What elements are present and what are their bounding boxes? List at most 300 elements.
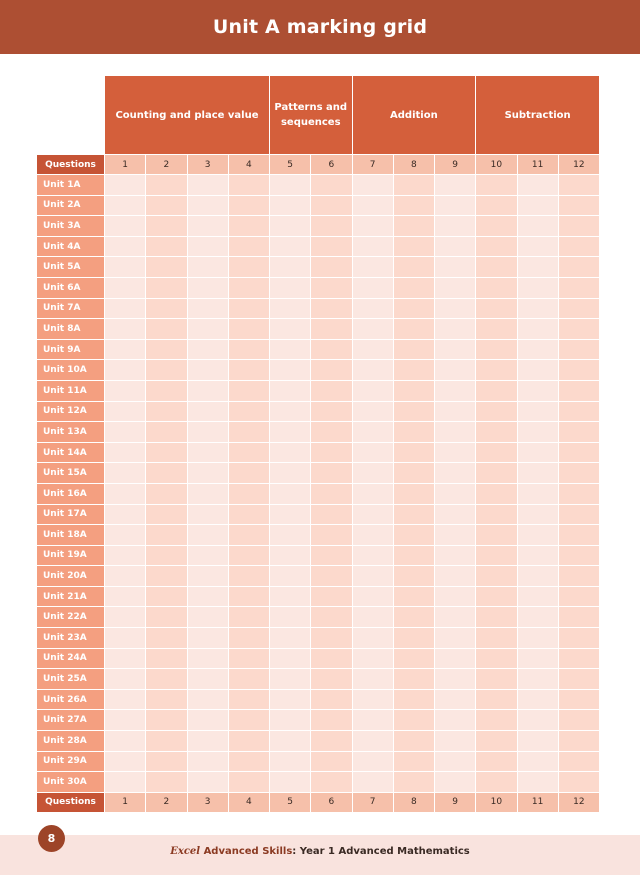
mark-cell[interactable] bbox=[146, 505, 186, 525]
mark-cell[interactable] bbox=[270, 381, 310, 401]
mark-cell[interactable] bbox=[229, 422, 269, 442]
mark-cell[interactable] bbox=[270, 649, 310, 669]
mark-cell[interactable] bbox=[146, 278, 186, 298]
mark-cell[interactable] bbox=[476, 381, 516, 401]
mark-cell[interactable] bbox=[518, 607, 558, 627]
mark-cell[interactable] bbox=[270, 669, 310, 689]
mark-cell[interactable] bbox=[105, 669, 145, 689]
mark-cell[interactable] bbox=[146, 710, 186, 730]
mark-cell[interactable] bbox=[518, 525, 558, 545]
mark-cell[interactable] bbox=[435, 196, 475, 216]
mark-cell[interactable] bbox=[105, 422, 145, 442]
mark-cell[interactable] bbox=[559, 649, 599, 669]
mark-cell[interactable] bbox=[353, 690, 393, 710]
mark-cell[interactable] bbox=[353, 772, 393, 792]
mark-cell[interactable] bbox=[518, 772, 558, 792]
mark-cell[interactable] bbox=[435, 505, 475, 525]
mark-cell[interactable] bbox=[353, 360, 393, 380]
mark-cell[interactable] bbox=[229, 216, 269, 236]
mark-cell[interactable] bbox=[311, 237, 351, 257]
mark-cell[interactable] bbox=[311, 628, 351, 648]
mark-cell[interactable] bbox=[394, 566, 434, 586]
mark-cell[interactable] bbox=[476, 484, 516, 504]
mark-cell[interactable] bbox=[270, 546, 310, 566]
mark-cell[interactable] bbox=[435, 463, 475, 483]
mark-cell[interactable] bbox=[270, 443, 310, 463]
mark-cell[interactable] bbox=[311, 381, 351, 401]
mark-cell[interactable] bbox=[188, 360, 228, 380]
mark-cell[interactable] bbox=[188, 525, 228, 545]
mark-cell[interactable] bbox=[188, 772, 228, 792]
mark-cell[interactable] bbox=[105, 381, 145, 401]
mark-cell[interactable] bbox=[311, 299, 351, 319]
mark-cell[interactable] bbox=[146, 587, 186, 607]
mark-cell[interactable] bbox=[311, 257, 351, 277]
mark-cell[interactable] bbox=[353, 299, 393, 319]
mark-cell[interactable] bbox=[229, 237, 269, 257]
mark-cell[interactable] bbox=[146, 525, 186, 545]
mark-cell[interactable] bbox=[105, 278, 145, 298]
mark-cell[interactable] bbox=[146, 299, 186, 319]
mark-cell[interactable] bbox=[146, 402, 186, 422]
mark-cell[interactable] bbox=[559, 278, 599, 298]
mark-cell[interactable] bbox=[518, 360, 558, 380]
mark-cell[interactable] bbox=[270, 607, 310, 627]
mark-cell[interactable] bbox=[476, 752, 516, 772]
mark-cell[interactable] bbox=[518, 402, 558, 422]
mark-cell[interactable] bbox=[559, 360, 599, 380]
mark-cell[interactable] bbox=[476, 772, 516, 792]
mark-cell[interactable] bbox=[476, 422, 516, 442]
mark-cell[interactable] bbox=[435, 772, 475, 792]
mark-cell[interactable] bbox=[188, 237, 228, 257]
mark-cell[interactable] bbox=[394, 649, 434, 669]
mark-cell[interactable] bbox=[559, 505, 599, 525]
mark-cell[interactable] bbox=[394, 628, 434, 648]
mark-cell[interactable] bbox=[146, 443, 186, 463]
mark-cell[interactable] bbox=[353, 402, 393, 422]
mark-cell[interactable] bbox=[518, 752, 558, 772]
mark-cell[interactable] bbox=[270, 340, 310, 360]
mark-cell[interactable] bbox=[311, 607, 351, 627]
mark-cell[interactable] bbox=[559, 546, 599, 566]
mark-cell[interactable] bbox=[146, 731, 186, 751]
mark-cell[interactable] bbox=[559, 525, 599, 545]
mark-cell[interactable] bbox=[105, 731, 145, 751]
mark-cell[interactable] bbox=[518, 546, 558, 566]
mark-cell[interactable] bbox=[188, 669, 228, 689]
mark-cell[interactable] bbox=[146, 381, 186, 401]
mark-cell[interactable] bbox=[229, 360, 269, 380]
mark-cell[interactable] bbox=[394, 299, 434, 319]
mark-cell[interactable] bbox=[229, 546, 269, 566]
mark-cell[interactable] bbox=[559, 196, 599, 216]
mark-cell[interactable] bbox=[394, 505, 434, 525]
mark-cell[interactable] bbox=[394, 216, 434, 236]
mark-cell[interactable] bbox=[311, 566, 351, 586]
mark-cell[interactable] bbox=[188, 710, 228, 730]
mark-cell[interactable] bbox=[311, 484, 351, 504]
mark-cell[interactable] bbox=[146, 752, 186, 772]
mark-cell[interactable] bbox=[353, 381, 393, 401]
mark-cell[interactable] bbox=[105, 649, 145, 669]
mark-cell[interactable] bbox=[559, 175, 599, 195]
mark-cell[interactable] bbox=[435, 587, 475, 607]
mark-cell[interactable] bbox=[476, 299, 516, 319]
mark-cell[interactable] bbox=[353, 257, 393, 277]
mark-cell[interactable] bbox=[559, 463, 599, 483]
mark-cell[interactable] bbox=[188, 278, 228, 298]
mark-cell[interactable] bbox=[476, 402, 516, 422]
mark-cell[interactable] bbox=[476, 505, 516, 525]
mark-cell[interactable] bbox=[394, 690, 434, 710]
mark-cell[interactable] bbox=[311, 587, 351, 607]
mark-cell[interactable] bbox=[353, 525, 393, 545]
mark-cell[interactable] bbox=[146, 422, 186, 442]
mark-cell[interactable] bbox=[311, 216, 351, 236]
mark-cell[interactable] bbox=[146, 649, 186, 669]
mark-cell[interactable] bbox=[105, 566, 145, 586]
mark-cell[interactable] bbox=[188, 402, 228, 422]
mark-cell[interactable] bbox=[270, 299, 310, 319]
mark-cell[interactable] bbox=[353, 278, 393, 298]
mark-cell[interactable] bbox=[435, 299, 475, 319]
mark-cell[interactable] bbox=[146, 319, 186, 339]
mark-cell[interactable] bbox=[394, 175, 434, 195]
mark-cell[interactable] bbox=[270, 360, 310, 380]
mark-cell[interactable] bbox=[435, 525, 475, 545]
mark-cell[interactable] bbox=[559, 710, 599, 730]
mark-cell[interactable] bbox=[394, 607, 434, 627]
mark-cell[interactable] bbox=[311, 196, 351, 216]
mark-cell[interactable] bbox=[188, 175, 228, 195]
mark-cell[interactable] bbox=[270, 175, 310, 195]
mark-cell[interactable] bbox=[229, 669, 269, 689]
mark-cell[interactable] bbox=[270, 505, 310, 525]
mark-cell[interactable] bbox=[188, 484, 228, 504]
mark-cell[interactable] bbox=[435, 690, 475, 710]
mark-cell[interactable] bbox=[105, 196, 145, 216]
mark-cell[interactable] bbox=[518, 566, 558, 586]
mark-cell[interactable] bbox=[394, 752, 434, 772]
mark-cell[interactable] bbox=[311, 731, 351, 751]
mark-cell[interactable] bbox=[394, 587, 434, 607]
mark-cell[interactable] bbox=[188, 505, 228, 525]
mark-cell[interactable] bbox=[353, 752, 393, 772]
mark-cell[interactable] bbox=[476, 463, 516, 483]
mark-cell[interactable] bbox=[559, 484, 599, 504]
mark-cell[interactable] bbox=[435, 319, 475, 339]
mark-cell[interactable] bbox=[229, 649, 269, 669]
mark-cell[interactable] bbox=[435, 443, 475, 463]
mark-cell[interactable] bbox=[476, 525, 516, 545]
mark-cell[interactable] bbox=[270, 587, 310, 607]
mark-cell[interactable] bbox=[518, 422, 558, 442]
mark-cell[interactable] bbox=[270, 690, 310, 710]
mark-cell[interactable] bbox=[146, 669, 186, 689]
mark-cell[interactable] bbox=[270, 463, 310, 483]
mark-cell[interactable] bbox=[394, 257, 434, 277]
mark-cell[interactable] bbox=[559, 772, 599, 792]
mark-cell[interactable] bbox=[353, 237, 393, 257]
mark-cell[interactable] bbox=[311, 360, 351, 380]
mark-cell[interactable] bbox=[105, 340, 145, 360]
mark-cell[interactable] bbox=[105, 484, 145, 504]
mark-cell[interactable] bbox=[311, 690, 351, 710]
mark-cell[interactable] bbox=[435, 628, 475, 648]
mark-cell[interactable] bbox=[518, 443, 558, 463]
mark-cell[interactable] bbox=[559, 443, 599, 463]
mark-cell[interactable] bbox=[311, 505, 351, 525]
mark-cell[interactable] bbox=[311, 443, 351, 463]
mark-cell[interactable] bbox=[353, 319, 393, 339]
mark-cell[interactable] bbox=[270, 216, 310, 236]
mark-cell[interactable] bbox=[559, 381, 599, 401]
mark-cell[interactable] bbox=[188, 607, 228, 627]
mark-cell[interactable] bbox=[435, 607, 475, 627]
mark-cell[interactable] bbox=[435, 731, 475, 751]
mark-cell[interactable] bbox=[188, 340, 228, 360]
mark-cell[interactable] bbox=[353, 628, 393, 648]
mark-cell[interactable] bbox=[188, 216, 228, 236]
mark-cell[interactable] bbox=[476, 340, 516, 360]
mark-cell[interactable] bbox=[105, 360, 145, 380]
mark-cell[interactable] bbox=[559, 422, 599, 442]
mark-cell[interactable] bbox=[146, 484, 186, 504]
mark-cell[interactable] bbox=[146, 175, 186, 195]
mark-cell[interactable] bbox=[188, 731, 228, 751]
mark-cell[interactable] bbox=[311, 669, 351, 689]
mark-cell[interactable] bbox=[353, 463, 393, 483]
mark-cell[interactable] bbox=[559, 669, 599, 689]
mark-cell[interactable] bbox=[229, 484, 269, 504]
mark-cell[interactable] bbox=[146, 360, 186, 380]
mark-cell[interactable] bbox=[476, 628, 516, 648]
mark-cell[interactable] bbox=[105, 319, 145, 339]
mark-cell[interactable] bbox=[270, 196, 310, 216]
mark-cell[interactable] bbox=[311, 710, 351, 730]
mark-cell[interactable] bbox=[146, 772, 186, 792]
mark-cell[interactable] bbox=[146, 690, 186, 710]
mark-cell[interactable] bbox=[105, 463, 145, 483]
mark-cell[interactable] bbox=[518, 587, 558, 607]
mark-cell[interactable] bbox=[518, 196, 558, 216]
mark-cell[interactable] bbox=[353, 340, 393, 360]
mark-cell[interactable] bbox=[353, 443, 393, 463]
mark-cell[interactable] bbox=[394, 525, 434, 545]
mark-cell[interactable] bbox=[518, 628, 558, 648]
mark-cell[interactable] bbox=[311, 319, 351, 339]
mark-cell[interactable] bbox=[435, 669, 475, 689]
mark-cell[interactable] bbox=[270, 752, 310, 772]
mark-cell[interactable] bbox=[394, 443, 434, 463]
mark-cell[interactable] bbox=[229, 566, 269, 586]
mark-cell[interactable] bbox=[559, 237, 599, 257]
mark-cell[interactable] bbox=[229, 443, 269, 463]
mark-cell[interactable] bbox=[146, 628, 186, 648]
mark-cell[interactable] bbox=[353, 175, 393, 195]
mark-cell[interactable] bbox=[270, 731, 310, 751]
mark-cell[interactable] bbox=[229, 731, 269, 751]
mark-cell[interactable] bbox=[518, 237, 558, 257]
mark-cell[interactable] bbox=[270, 772, 310, 792]
mark-cell[interactable] bbox=[229, 340, 269, 360]
mark-cell[interactable] bbox=[188, 587, 228, 607]
mark-cell[interactable] bbox=[229, 752, 269, 772]
mark-cell[interactable] bbox=[435, 340, 475, 360]
mark-cell[interactable] bbox=[394, 402, 434, 422]
mark-cell[interactable] bbox=[476, 175, 516, 195]
mark-cell[interactable] bbox=[188, 546, 228, 566]
mark-cell[interactable] bbox=[559, 319, 599, 339]
mark-cell[interactable] bbox=[188, 463, 228, 483]
mark-cell[interactable] bbox=[229, 607, 269, 627]
mark-cell[interactable] bbox=[311, 525, 351, 545]
mark-cell[interactable] bbox=[146, 463, 186, 483]
mark-cell[interactable] bbox=[270, 257, 310, 277]
mark-cell[interactable] bbox=[105, 546, 145, 566]
mark-cell[interactable] bbox=[105, 175, 145, 195]
mark-cell[interactable] bbox=[559, 607, 599, 627]
mark-cell[interactable] bbox=[353, 566, 393, 586]
mark-cell[interactable] bbox=[559, 216, 599, 236]
mark-cell[interactable] bbox=[476, 257, 516, 277]
mark-cell[interactable] bbox=[229, 299, 269, 319]
mark-cell[interactable] bbox=[270, 710, 310, 730]
mark-cell[interactable] bbox=[229, 587, 269, 607]
mark-cell[interactable] bbox=[476, 237, 516, 257]
mark-cell[interactable] bbox=[476, 360, 516, 380]
mark-cell[interactable] bbox=[105, 710, 145, 730]
mark-cell[interactable] bbox=[229, 505, 269, 525]
mark-cell[interactable] bbox=[394, 463, 434, 483]
mark-cell[interactable] bbox=[394, 360, 434, 380]
mark-cell[interactable] bbox=[311, 422, 351, 442]
mark-cell[interactable] bbox=[188, 649, 228, 669]
mark-cell[interactable] bbox=[476, 607, 516, 627]
mark-cell[interactable] bbox=[435, 566, 475, 586]
mark-cell[interactable] bbox=[105, 237, 145, 257]
mark-cell[interactable] bbox=[146, 607, 186, 627]
mark-cell[interactable] bbox=[188, 752, 228, 772]
mark-cell[interactable] bbox=[188, 566, 228, 586]
mark-cell[interactable] bbox=[559, 752, 599, 772]
mark-cell[interactable] bbox=[518, 381, 558, 401]
mark-cell[interactable] bbox=[435, 360, 475, 380]
mark-cell[interactable] bbox=[353, 505, 393, 525]
mark-cell[interactable] bbox=[435, 710, 475, 730]
mark-cell[interactable] bbox=[146, 237, 186, 257]
mark-cell[interactable] bbox=[394, 237, 434, 257]
mark-cell[interactable] bbox=[559, 257, 599, 277]
mark-cell[interactable] bbox=[518, 216, 558, 236]
mark-cell[interactable] bbox=[229, 710, 269, 730]
mark-cell[interactable] bbox=[394, 546, 434, 566]
mark-cell[interactable] bbox=[394, 196, 434, 216]
mark-cell[interactable] bbox=[229, 196, 269, 216]
mark-cell[interactable] bbox=[394, 422, 434, 442]
mark-cell[interactable] bbox=[559, 587, 599, 607]
mark-cell[interactable] bbox=[435, 278, 475, 298]
mark-cell[interactable] bbox=[105, 257, 145, 277]
mark-cell[interactable] bbox=[188, 422, 228, 442]
mark-cell[interactable] bbox=[188, 299, 228, 319]
mark-cell[interactable] bbox=[518, 257, 558, 277]
mark-cell[interactable] bbox=[188, 381, 228, 401]
mark-cell[interactable] bbox=[229, 463, 269, 483]
mark-cell[interactable] bbox=[435, 402, 475, 422]
mark-cell[interactable] bbox=[105, 752, 145, 772]
mark-cell[interactable] bbox=[146, 257, 186, 277]
mark-cell[interactable] bbox=[476, 587, 516, 607]
mark-cell[interactable] bbox=[353, 607, 393, 627]
mark-cell[interactable] bbox=[559, 299, 599, 319]
mark-cell[interactable] bbox=[394, 731, 434, 751]
mark-cell[interactable] bbox=[476, 669, 516, 689]
mark-cell[interactable] bbox=[435, 237, 475, 257]
mark-cell[interactable] bbox=[229, 175, 269, 195]
mark-cell[interactable] bbox=[394, 669, 434, 689]
mark-cell[interactable] bbox=[353, 216, 393, 236]
mark-cell[interactable] bbox=[270, 402, 310, 422]
mark-cell[interactable] bbox=[146, 340, 186, 360]
mark-cell[interactable] bbox=[229, 525, 269, 545]
mark-cell[interactable] bbox=[105, 299, 145, 319]
mark-cell[interactable] bbox=[476, 278, 516, 298]
mark-cell[interactable] bbox=[105, 690, 145, 710]
mark-cell[interactable] bbox=[435, 175, 475, 195]
mark-cell[interactable] bbox=[311, 772, 351, 792]
mark-cell[interactable] bbox=[311, 278, 351, 298]
mark-cell[interactable] bbox=[188, 196, 228, 216]
mark-cell[interactable] bbox=[394, 278, 434, 298]
mark-cell[interactable] bbox=[270, 237, 310, 257]
mark-cell[interactable] bbox=[353, 649, 393, 669]
mark-cell[interactable] bbox=[188, 319, 228, 339]
mark-cell[interactable] bbox=[105, 525, 145, 545]
mark-cell[interactable] bbox=[476, 566, 516, 586]
mark-cell[interactable] bbox=[105, 402, 145, 422]
mark-cell[interactable] bbox=[435, 484, 475, 504]
mark-cell[interactable] bbox=[270, 525, 310, 545]
mark-cell[interactable] bbox=[394, 319, 434, 339]
mark-cell[interactable] bbox=[353, 587, 393, 607]
mark-cell[interactable] bbox=[270, 422, 310, 442]
mark-cell[interactable] bbox=[394, 381, 434, 401]
mark-cell[interactable] bbox=[270, 566, 310, 586]
mark-cell[interactable] bbox=[518, 484, 558, 504]
mark-cell[interactable] bbox=[146, 216, 186, 236]
mark-cell[interactable] bbox=[518, 319, 558, 339]
mark-cell[interactable] bbox=[394, 710, 434, 730]
mark-cell[interactable] bbox=[105, 628, 145, 648]
mark-cell[interactable] bbox=[146, 196, 186, 216]
mark-cell[interactable] bbox=[353, 546, 393, 566]
mark-cell[interactable] bbox=[188, 628, 228, 648]
mark-cell[interactable] bbox=[476, 546, 516, 566]
mark-cell[interactable] bbox=[270, 628, 310, 648]
mark-cell[interactable] bbox=[311, 402, 351, 422]
mark-cell[interactable] bbox=[229, 257, 269, 277]
mark-cell[interactable] bbox=[476, 731, 516, 751]
mark-cell[interactable] bbox=[518, 669, 558, 689]
mark-cell[interactable] bbox=[394, 340, 434, 360]
mark-cell[interactable] bbox=[229, 381, 269, 401]
mark-cell[interactable] bbox=[476, 443, 516, 463]
mark-cell[interactable] bbox=[311, 752, 351, 772]
mark-cell[interactable] bbox=[311, 463, 351, 483]
mark-cell[interactable] bbox=[311, 649, 351, 669]
